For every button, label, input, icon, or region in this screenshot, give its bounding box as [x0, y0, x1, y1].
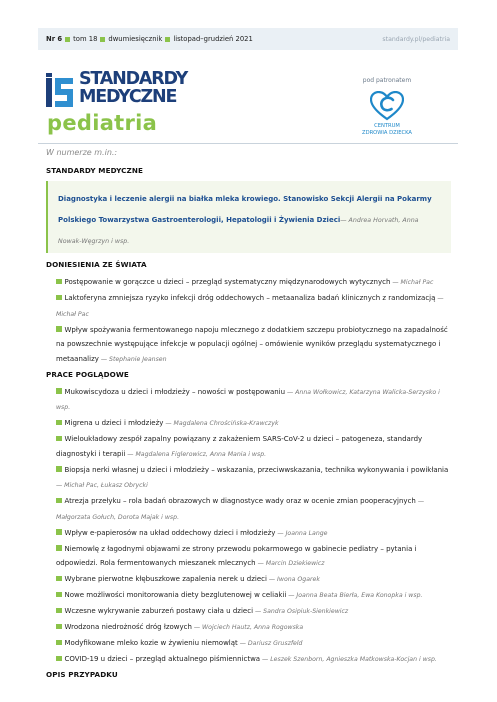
logo-line-1: STANDARDY — [79, 69, 188, 89]
article-authors: — Michał Pac — [56, 295, 444, 318]
list-item[interactable] — [46, 463, 451, 494]
article-title: Wieloukładowy zespół zapalny powiązany z zakażeniem SARS-CoV-2 u dzieci – patogeneza, standardy diagnostyki i terapii — [56, 435, 423, 458]
logo-line-2: MEDYCZNE — [79, 86, 177, 107]
article-authors: — Anna Wołkowicz, Katarzyna Walicka-Serzysko i wsp. — [56, 388, 440, 411]
bullet-icon — [56, 592, 62, 598]
section-title: DONIESIENIA ZE ŚWIATA — [46, 260, 147, 269]
article-title: Biopsja nerki własnej u dzieci i młodzieży – wskazania, przeciwwskazania, technika wykonywania i powikłania — [64, 465, 449, 474]
list-item[interactable] — [46, 494, 451, 525]
intro-text: W numerze m.in.: — [46, 148, 118, 157]
bullet-icon — [56, 608, 62, 614]
article-title: Atrezja przełyku – rola badań obrazowych w diagnostyce wady oraz w ocenie zmian pooperacyjnych — [64, 497, 416, 505]
featured-article-authors: — Andrea Horvath, Anna Nowak-Węgrzyn i wsp. — [58, 217, 419, 245]
list-item[interactable] — [46, 291, 451, 322]
patron-org-line-2: ZDROWIA DZIECKA — [362, 130, 412, 136]
list-item[interactable] — [46, 572, 451, 588]
website-link[interactable]: standardy.pl/pediatria — [382, 35, 450, 43]
article-title: Wpływ e-papierosów na układ oddechowy dzieci i młodzieży — [64, 528, 276, 537]
article-authors: — Michał Pac — [390, 279, 434, 286]
bullet-icon — [56, 545, 62, 551]
list-item[interactable] — [46, 620, 451, 636]
issue-header-bar — [38, 28, 458, 50]
article-title: Nowe możliwości monitorowania diety bezglutenowej w celiakii — [64, 591, 287, 599]
patron-label: pod patronatem — [362, 77, 412, 84]
article-authors: — Małgorzata Gołuch, Dorota Majak i wsp. — [56, 498, 425, 521]
article-title: Wrodzona niedrożność dróg łzowych — [64, 623, 192, 631]
list-item[interactable] — [46, 604, 451, 620]
list-item[interactable] — [46, 542, 451, 572]
bullet-icon — [56, 420, 62, 426]
article-title: Mukowiscydoza u dzieci i młodzieży – nowości w postępowaniu — [64, 387, 286, 396]
logo-wordmark — [79, 71, 187, 106]
article-authors: — Dariusz Gruszfeld — [237, 640, 303, 647]
article-title: Wybrane pierwotne kłębuszkowe zapalenia nerek u dzieci — [64, 575, 267, 583]
article-title: Laktoferyna zmniejsza ryzyko infekcji dróg oddechowych – metaanaliza badań klinicznych z randomizacją — [64, 294, 436, 302]
section-title: STANDARDY MEDYCZNE — [46, 166, 143, 175]
list-item[interactable] — [46, 526, 451, 542]
standardy-medyczne-logo — [46, 69, 196, 108]
list-item[interactable] — [46, 416, 451, 432]
bullet-icon — [56, 279, 62, 285]
issue-frequency: dwumiesięcznik — [108, 35, 163, 43]
article-title: Niemowlę z łagodnymi objawami ze strony przewodu pokarmowego w gabinecie pediatry – pytania i odpowiedzi. Rola fermentowanych mieszanek mlecznych — [56, 544, 417, 567]
bullet-icon — [56, 466, 62, 472]
article-authors: — Sandra Osipiuk-Sienkiewicz — [253, 608, 349, 615]
article-title: COVID-19 u dzieci – przegląd aktualnego piśmiennictwa — [64, 655, 261, 663]
section-title: PRACE POGLĄDOWE — [46, 369, 129, 379]
patron-block — [356, 77, 418, 137]
heart-icon — [370, 91, 404, 121]
list-item[interactable] — [46, 323, 451, 368]
list-item[interactable] — [46, 275, 451, 291]
article-authors: — Iwona Ogarek — [266, 576, 320, 583]
bullet-icon — [56, 326, 62, 332]
list-item[interactable] — [46, 385, 451, 416]
section-title: OPIS PRZYPADKU — [46, 670, 118, 679]
article-authors: — Magdalena Figlerowicz, Anna Mania i wsp. — [125, 450, 267, 458]
green-square-icon — [65, 37, 70, 42]
issue-number: Nr 6 — [46, 35, 63, 43]
bullet-icon — [56, 656, 62, 662]
article-authors: — Marcin Dziekiewicz — [255, 560, 325, 567]
article-authors: — Leszek Szenborn, Agnieszka Matkowska-Kocjan i wsp. — [260, 656, 437, 663]
list-item[interactable] — [46, 588, 451, 604]
list-item[interactable] — [46, 652, 451, 668]
list-item[interactable] — [46, 636, 451, 652]
table-of-contents — [46, 148, 451, 685]
bullet-icon — [56, 640, 62, 646]
green-square-icon — [100, 37, 105, 42]
issue-period: listopad–grudzień 2021 — [173, 35, 253, 43]
article-authors: — Stephanie Jeansen — [98, 355, 167, 363]
article-authors: — Michał Pac, Łukasz Obrycki — [56, 482, 148, 489]
article-title: Migrena u dzieci i młodzieży — [64, 419, 164, 427]
journal-title: pediatria — [47, 111, 158, 135]
featured-article-title: Diagnostyka i leczenie alergii na białka mleka krowiego. Stanowisko Sekcji Alergii na Pokarmy Polskiego Towarzystwa Gastroenterologii, Hepatologii i Żywienia Dzieci — [58, 195, 432, 224]
article-authors: — Joanna Lange — [275, 529, 328, 537]
article-authors: — Joanna Beata Bierła, Ewa Konopka i wsp. — [286, 592, 423, 599]
green-square-icon — [165, 37, 170, 42]
patron-org-line-1: CENTRUM — [374, 123, 400, 129]
bullet-icon — [56, 529, 62, 535]
featured-article[interactable] — [46, 181, 451, 253]
article-title: Postępowanie w gorączce u dzieci – przegląd systematyczny międzynarodowych wytycznych — [64, 278, 391, 286]
article-title: Modyfikowane mleko kozie w żywieniu niemowląt — [64, 639, 238, 647]
article-authors: — Wojciech Hautz, Anna Rogowska — [191, 624, 304, 631]
bullet-icon — [56, 576, 62, 582]
logo-mark-icon — [46, 73, 76, 107]
bullet-icon — [56, 295, 62, 301]
list-item[interactable] — [46, 432, 451, 462]
article-title: Wpływ spożywania fermentowanego napoju mlecznego z dodatkiem szczepu probiotycznego na zapadalność na powszechnie występujące infekcje w populacji ogólnej – omówienie wyników przeglądu systematycznego i metaanalizy — [56, 325, 448, 363]
bullet-icon — [56, 436, 62, 442]
header-divider — [38, 143, 458, 144]
bullet-icon — [56, 388, 62, 394]
issue-info — [46, 35, 253, 43]
bullet-icon — [56, 498, 62, 504]
bullet-icon — [56, 624, 62, 630]
article-authors: — Magdalena Chrościńska-Krawczyk — [163, 420, 279, 427]
article-title: Wczesne wykrywanie zaburzeń postawy ciała u dzieci — [64, 607, 254, 615]
issue-volume: tom 18 — [73, 35, 98, 43]
